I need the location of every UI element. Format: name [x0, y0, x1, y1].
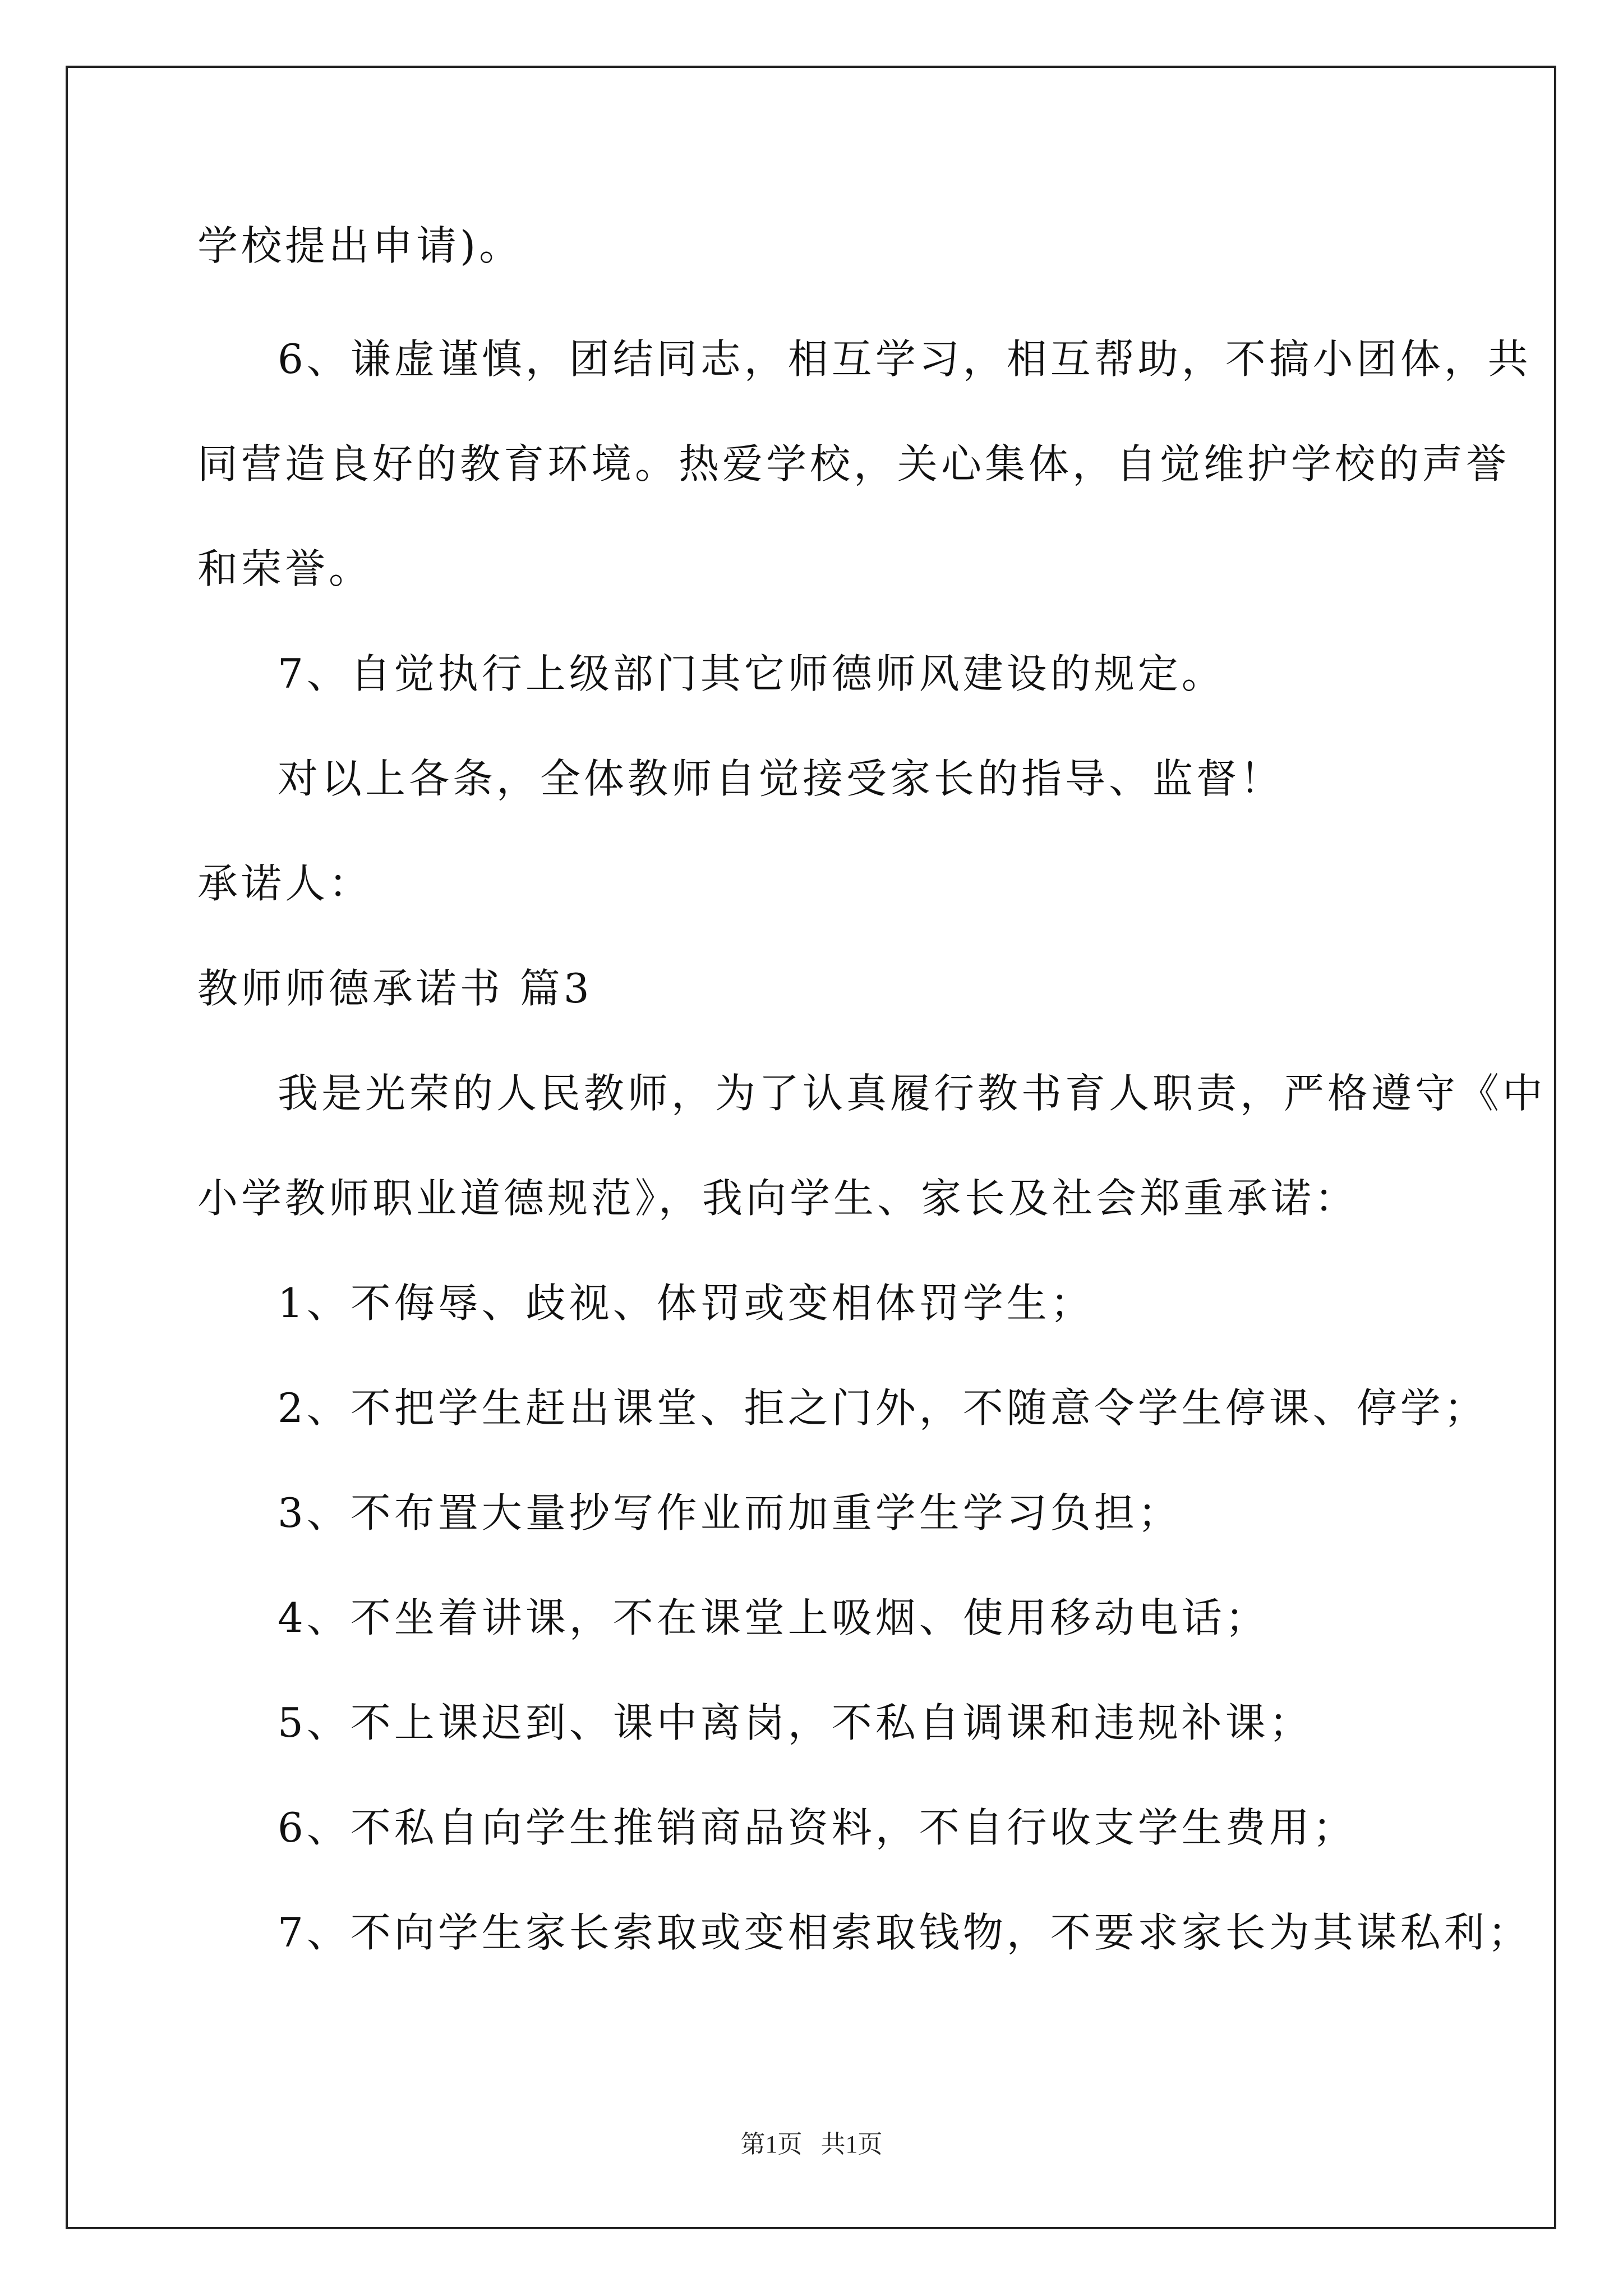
signature-label: 承诺人： [197, 860, 373, 907]
list-item: 4、不坐着讲课，不在课堂上吸烟、使用移动电话； [278, 1594, 1269, 1641]
text-line: 对以上各条，全体教师自觉接受家长的指导、监督！ [278, 755, 1284, 802]
text-line: 小学教师职业道德规范》，我向学生、家长及社会郑重承诺： [197, 1175, 1359, 1222]
section-heading: 教师师德承诺书 篇3 [197, 965, 593, 1012]
text-line: 7、自觉执行上级部门其它师德师风建设的规定。 [278, 650, 1225, 697]
text-line: 和荣誉。 [197, 545, 373, 592]
list-item: 5、不上课迟到、课中离岗，不私自调课和违规补课； [278, 1699, 1313, 1746]
list-item: 2、不把学生赶出课堂、拒之门外，不随意令学生停课、停学； [278, 1384, 1488, 1432]
page-footer: 第1页 共1页 [740, 2131, 883, 2158]
list-item: 1、不侮辱、歧视、体罚或变相体罚学生； [278, 1280, 1094, 1327]
list-item: 7、不向学生家长索取或变相索取钱物，不要求家长为其谋私利； [278, 1909, 1532, 1956]
text-line: 学校提出申请)。 [197, 222, 523, 269]
text-line: 我是光荣的人民教师，为了认真履行教书育人职责，严格遵守《中 [278, 1070, 1547, 1117]
text-line: 6、谦虚谨慎，团结同志，相互学习，相互帮助，不搞小团体，共 [278, 335, 1532, 383]
text-line: 同营造良好的教育环境。热爱学校，关心集体，自觉维护学校的声誉 [197, 440, 1510, 487]
list-item: 6、不私自向学生推销商品资料，不自行收支学生费用； [278, 1804, 1357, 1851]
list-item: 3、不布置大量抄写作业而加重学生学习负担； [278, 1489, 1182, 1536]
page-border [66, 66, 1556, 2229]
